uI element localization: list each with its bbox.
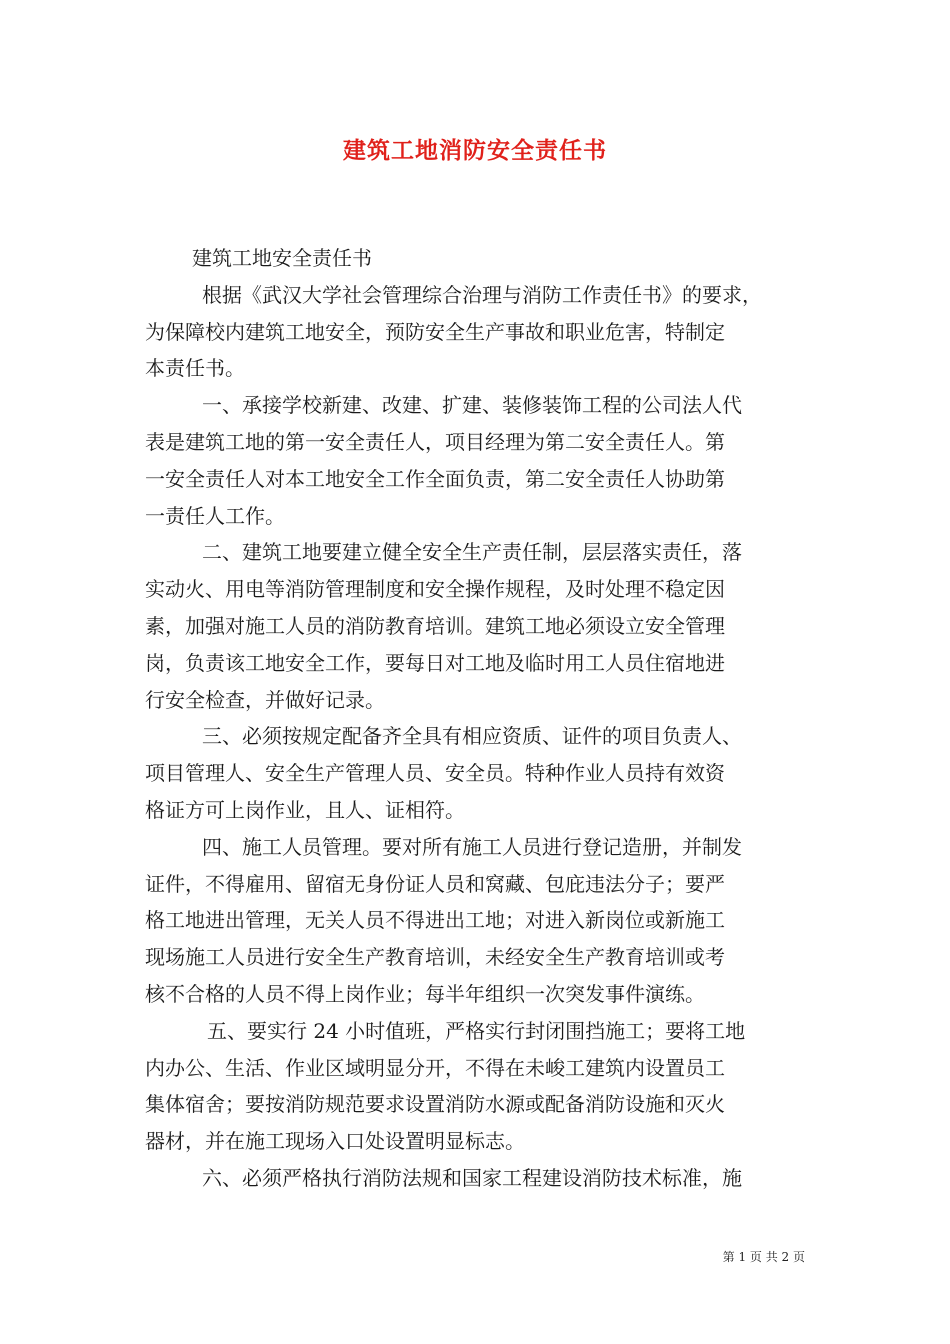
paragraph-line: 证件，不得雇用、留宿无身份证人员和窝藏、包庇违法分子；要严 — [145, 871, 725, 896]
paragraph-line: 实动火、用电等消防管理制度和安全操作规程，及时处理不稳定因 — [145, 577, 725, 602]
paragraph-line: 内办公、生活、作业区域明显分开，不得在未峻工建筑内设置员工 — [145, 1055, 725, 1080]
paragraph-line: 表是建筑工地的第一安全责任人，项目经理为第二安全责任人。第 — [145, 429, 725, 454]
paragraph-line: 核不合格的人员不得上岗作业；每半年组织一次突发事件演练。 — [145, 981, 705, 1006]
paragraph-line: 为保障校内建筑工地安全，预防安全生产事故和职业危害，特制定 — [145, 319, 725, 344]
paragraph-line: 本责任书。 — [145, 356, 245, 381]
paragraph-line: 二、建筑工地要建立健全安全生产责任制，层层落实责任，落 — [202, 540, 742, 565]
paragraph-line: 素，加强对施工人员的消防教育培训。建筑工地必须设立安全管理 — [145, 613, 725, 638]
page-footer: 第 1 页 共 2 页 — [722, 1250, 805, 1264]
paragraph-line: 五、要实行 24 小时值班，严格实行封闭围挡施工；要将工地 — [207, 1018, 746, 1043]
paragraph-line: 行安全检查，并做好记录。 — [145, 687, 385, 712]
subtitle-line: 建筑工地安全责任书 — [192, 246, 372, 270]
paragraph-line: 集体宿舍；要按消防规范要求设置消防水源或配备消防设施和灭火 — [145, 1092, 725, 1117]
paragraph-line: 格工地进出管理，无关人员不得进出工地；对进入新岗位或新施工 — [145, 908, 725, 933]
paragraph-line: 六、必须严格执行消防法规和国家工程建设消防技术标准，施 — [202, 1165, 742, 1190]
paragraph-line: 格证方可上岗作业，且人、证相符。 — [145, 797, 465, 822]
paragraph-line: 三、必须按规定配备齐全具有相应资质、证件的项目负责人、 — [202, 724, 742, 749]
paragraph-line: 一、承接学校新建、改建、扩建、装修装饰工程的公司法人代 — [202, 393, 742, 418]
paragraph-line: 根据《武汉大学社会管理综合治理与消防工作责任书》的要求， — [202, 282, 762, 307]
paragraph-line: 岗，负责该工地安全工作，要每日对工地及临时用工人员住宿地进 — [145, 650, 725, 675]
document-body — [145, 240, 807, 1197]
document-title: 建筑工地消防安全责任书 — [343, 137, 607, 164]
paragraph-line: 四、施工人员管理。要对所有施工人员进行登记造册，并制发 — [202, 834, 742, 859]
paragraph-line: 现场施工人员进行安全生产教育培训，未经安全生产教育培训或考 — [145, 945, 725, 970]
paragraph-line: 项目管理人、安全生产管理人员、安全员。特种作业人员持有效资 — [145, 761, 725, 786]
paragraph-line: 一安全责任人对本工地安全工作全面负责，第二安全责任人协助第 — [145, 466, 725, 491]
paragraph-line: 一责任人工作。 — [145, 503, 285, 528]
paragraph-line: 器材，并在施工现场入口处设置明显标志。 — [145, 1129, 525, 1154]
